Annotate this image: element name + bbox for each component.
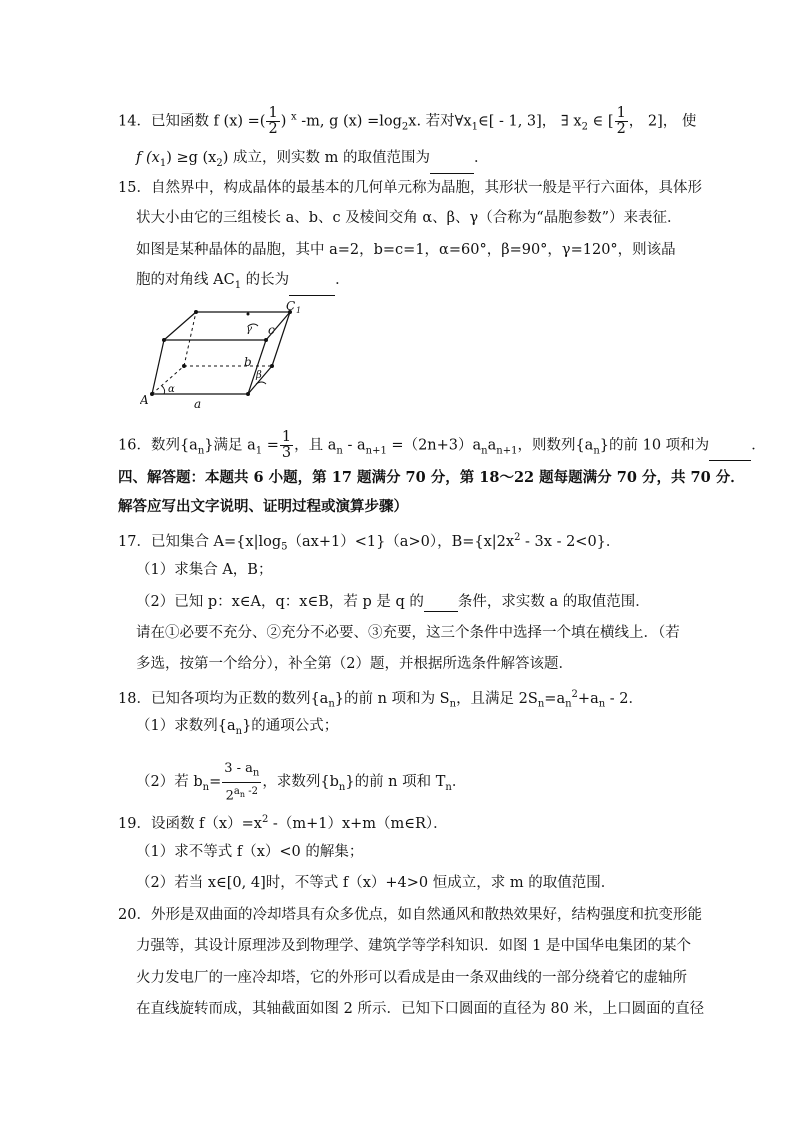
q14-text: -m, g (x) =log <box>296 113 402 130</box>
q14-fraction <box>266 106 279 137</box>
vertex <box>247 313 250 316</box>
vertex <box>194 310 198 314</box>
q14-number: 14． <box>118 113 151 130</box>
frac-numerator: 1 <box>281 429 292 445</box>
q18-number: 18． <box>118 690 151 707</box>
q16-text: - a <box>342 437 366 454</box>
vertex <box>182 364 186 368</box>
q19-text: -（m+1）x+m（m∈R）． <box>268 815 448 832</box>
q15-number: 15． <box>118 180 151 196</box>
q16-text: ． <box>751 437 766 454</box>
superscript: 2 <box>514 532 521 543</box>
q19-line1 <box>118 810 448 834</box>
label-C1-sub: 1 <box>296 306 302 315</box>
q15-line2: 状大小由它的三组棱长 a、b、c 及棱间交角 α、β、γ（合称为“晶胞参数”）来表征． <box>136 210 682 226</box>
q17-text: （ax+1）<1}（a>0），B={x|2x <box>287 533 515 550</box>
q20-line4: 在直线旋转而成，其轴截面如图 2 所示．已知下口圆面的直径为 80 米，上口圆面的直径 <box>136 1001 705 1017</box>
subscript: 2 <box>401 121 409 133</box>
label-c: c <box>268 323 275 337</box>
subscript: n <box>338 781 346 793</box>
q18-text: - 2． <box>605 690 644 707</box>
frac-numerator <box>222 760 261 783</box>
q16-text: = <box>262 437 279 454</box>
q15-line3: 如图是某种晶体的晶胞，其中 a=2，b=c=1，α=60°，β=90°，γ=120°，则该晶 <box>136 242 676 258</box>
subscript: 1 <box>255 445 263 457</box>
q17-note1: 请在①必要不充分、②充分不必要、③充要，这三个条件中选择一个填在横线上．（若 <box>136 625 680 641</box>
subscript: 1 <box>234 279 242 291</box>
vertex <box>264 338 268 342</box>
subscript: n <box>537 698 545 710</box>
vertex <box>270 364 274 368</box>
q16-text: 数列{a <box>150 437 198 454</box>
label-A: A <box>140 393 149 407</box>
superscript: 2 <box>261 814 269 825</box>
q18-text: }的通项公式； <box>242 718 339 734</box>
q14-line2 <box>136 148 488 174</box>
subscript: n <box>565 698 572 710</box>
q18-text: （1）求数列{a <box>136 718 236 734</box>
q17-line1 <box>118 528 620 558</box>
section-subheading: 解答应写出文字说明、证明过程或演算步骤） <box>118 498 408 515</box>
q19-part1: （1）求不等式 f（x）<0 的解集； <box>136 844 364 860</box>
q20-number: 20． <box>118 907 151 923</box>
q14-text: ∈ [ <box>587 113 614 130</box>
subscript: n+1 <box>496 445 518 457</box>
subscript: n <box>445 781 452 793</box>
frac-denominator: 3 <box>281 445 292 461</box>
q17-text: 条件，求实数 a 的取值范围． <box>457 594 650 610</box>
q18-text: （2）若 b <box>136 773 203 790</box>
subscript: n <box>598 698 606 710</box>
q20-line2: 力强等，其设计原理涉及到物理学、建筑学等学科知识．如图 1 是中国华电集团的某个 <box>136 938 691 954</box>
q20-line3: 火力发电厂的一座冷却塔，它的外形可以看成是由一条双曲线的一部分绕着它的虚轴所 <box>136 970 687 986</box>
q16-text: ，且 a <box>294 437 337 454</box>
subscript: 5 <box>281 541 288 553</box>
section-heading: 四、解答题：本题共 6 小题，第 17 题满分 70 分，第 18～22 题每题满分 70 分，共 70 分． <box>118 469 745 486</box>
answer-blank <box>430 159 474 174</box>
q18-text: }的前 n 项和 T <box>345 773 446 790</box>
subscript: n <box>239 789 246 799</box>
q18-text: ，求数列{b <box>262 773 339 790</box>
answer-blank <box>289 281 335 296</box>
vertex <box>246 392 250 396</box>
q19-part2: （2）若当 x∈[0, 4]时，不等式 f（x）+4>0 恒成立，求 m 的取值范围． <box>136 875 616 891</box>
q14-text: ) ≥g (x <box>166 150 217 166</box>
q18-line1 <box>118 685 643 715</box>
exponent: a <box>233 785 240 797</box>
q14-text: ， 2]， 使 <box>628 113 697 130</box>
q14-fraction-2 <box>615 106 628 137</box>
q18-part2 <box>136 760 466 804</box>
q18-fraction <box>222 760 261 804</box>
q14-line1 <box>118 106 696 137</box>
frac-denominator <box>222 783 261 804</box>
q14-text: x. 若对∀x <box>408 113 472 130</box>
q14-text: ∈[ - 1, 3]， ∃ x <box>477 113 582 130</box>
q15-text: ． <box>335 272 350 288</box>
frac-numerator-text: 3 - a <box>224 761 253 776</box>
answer-blank <box>424 597 458 612</box>
hidden-edge <box>184 312 196 366</box>
frac-numerator: 1 <box>616 105 626 121</box>
q18-text: +a <box>577 690 599 707</box>
subscript: 1 <box>471 121 478 133</box>
q15-text: 胞的对角线 AC <box>136 272 235 288</box>
q15-text: 的长为 <box>241 272 290 288</box>
q16-number: 16． <box>118 437 151 454</box>
edge <box>272 312 290 366</box>
q15-text: 自然界中，构成晶体的最基本的几何单元称为晶胞，其形状一般是平行六面体，具体形 <box>150 180 702 196</box>
q17-part1: （1）求集合 A，B； <box>136 562 273 578</box>
subscript: n <box>197 445 205 457</box>
q15-line1 <box>118 178 702 198</box>
subscript: n <box>202 781 210 793</box>
q16-text: }满足 a <box>204 437 256 454</box>
q14-text: f (x <box>136 150 160 166</box>
q17-text: （2）已知 p：x∈A，q：x∈B，若 p 是 q 的 <box>136 594 424 610</box>
subscript: n <box>328 698 335 710</box>
q16-text: }的前 10 项和为 <box>599 437 710 454</box>
q18-text: ． <box>451 773 467 790</box>
subscript: n <box>481 445 488 457</box>
q16-text: a <box>487 437 497 454</box>
subscript: 2 <box>581 121 588 133</box>
label-b: b <box>244 355 252 369</box>
label-gamma: γ <box>246 324 252 335</box>
alpha-arc <box>162 386 165 394</box>
label-beta: β <box>256 370 262 381</box>
q14-text: ) 成立，则实数 m 的取值范围为 <box>222 150 430 166</box>
q17-part2 <box>136 592 650 612</box>
q14-text: ． <box>473 150 489 166</box>
q16-text: ，则数列{a <box>517 437 594 454</box>
q17-note2: 多选，按第一个给分），补全第（2）题，并根据所选条件解答该题． <box>136 656 573 672</box>
subscript: n <box>252 767 260 779</box>
label-alpha: α <box>168 384 175 395</box>
exponent: x <box>290 111 297 123</box>
q18-text: 已知各项均为正数的数列{a <box>150 690 329 707</box>
q15-line4 <box>136 270 350 296</box>
subscript: 1 <box>159 157 167 169</box>
q18-text: = <box>209 773 222 790</box>
q16-fraction <box>280 430 293 461</box>
q14-text: 已知函数 f (x) =( <box>150 113 266 130</box>
frac-numerator: 1 <box>268 105 278 121</box>
subscript: 2 <box>216 157 223 169</box>
frac-denominator-text: 2 <box>225 787 234 803</box>
subscript: n <box>593 445 600 457</box>
q16-text: =（2n+3）a <box>386 437 482 454</box>
q18-text: =a <box>544 690 566 707</box>
q20-text: 外形是双曲面的冷却塔具有众多优点，如自然通风和散热效果好，结构强度和抗变形能 <box>150 907 702 923</box>
superscript: 2 <box>571 689 578 700</box>
q19-number: 19． <box>118 815 151 832</box>
q17-number: 17． <box>118 533 151 550</box>
label-a: a <box>194 397 202 410</box>
subscript: n <box>235 725 243 737</box>
q18-text: }的前 n 项和为 S <box>334 690 450 707</box>
frac-denominator: 2 <box>616 121 626 137</box>
vertex <box>150 392 154 396</box>
q20-line1 <box>118 905 702 925</box>
label-C1: C <box>286 300 296 313</box>
q17-text: 已知集合 A={x|log <box>150 533 282 550</box>
q14-text: ) <box>280 113 291 130</box>
exponent-tail: -2 <box>245 785 258 797</box>
crystal-cell-figure <box>140 300 310 410</box>
q17-text: - 3x - 2<0}． <box>520 533 621 550</box>
q19-text: 设函数 f（x）=x <box>150 815 262 832</box>
subscript: n+1 <box>365 445 387 457</box>
q18-part1 <box>136 716 338 742</box>
subscript: n <box>336 445 343 457</box>
vertex <box>162 338 166 342</box>
q16-line <box>118 430 766 461</box>
answer-blank <box>709 446 751 461</box>
superscript <box>234 786 258 797</box>
q18-text: ，且满足 2S <box>456 690 538 707</box>
frac-denominator: 2 <box>268 121 278 137</box>
subscript: n <box>449 698 457 710</box>
